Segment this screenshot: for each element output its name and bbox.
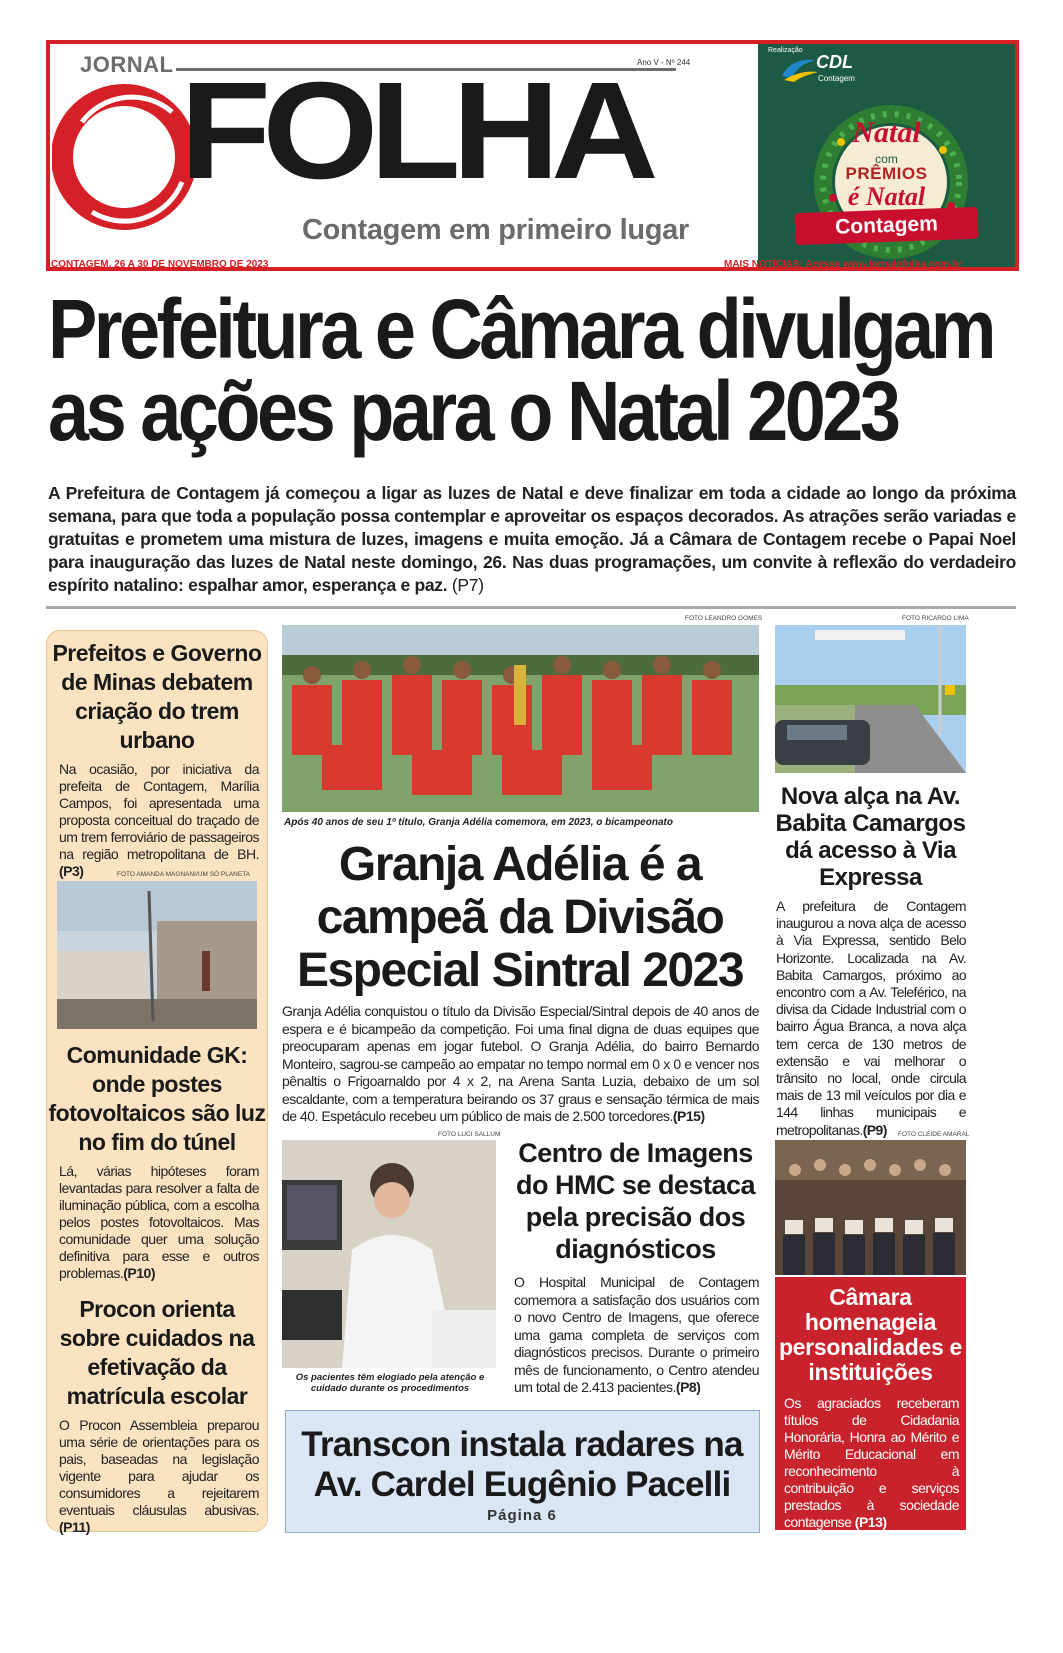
hmc-headline[interactable]: Centro de Imagens do HMC se destaca pela precisão dos diagnósticos	[515, 1138, 756, 1264]
camara-ref: (P13)	[854, 1514, 887, 1530]
gk-body: Lá, várias hipóteses foram levantadas para resolver a falta de iluminação pública, com a escolha pelos postes fotovoltaicos. Mas comunidade quer uma solução definitiva para esse e outros problemas.	[59, 1163, 259, 1281]
train-headline[interactable]: Prefeitos e Governo de Minas debatem criação do trem urbano	[52, 640, 262, 753]
procon-headline[interactable]: Procon orienta sobre cuidados na efetivação da matrícula escolar	[59, 1296, 255, 1409]
gk-text	[59, 1163, 259, 1282]
natal-ad[interactable]	[758, 44, 1015, 267]
ceremony-photo[interactable]	[775, 1140, 966, 1275]
hmc-text	[514, 1274, 759, 1397]
left-column	[46, 630, 268, 1535]
procon-ref: (P11)	[59, 1519, 90, 1535]
alca-headline[interactable]: Nova alça na Av. Babita Camargos dá acesso à Via Expressa	[775, 783, 966, 891]
road-photo-credit: FOTO RICARDO LIMA	[902, 615, 969, 622]
team-photo-credit: FOTO LEANDRO GOMES	[685, 615, 763, 622]
procon-body: O Procon Assembleia preparou uma série de orientações para os pais, baseadas na legislação vigente para ajudar os consumidores a rejeitarem eventuais cláusulas abusivas.	[59, 1417, 259, 1518]
camara-text	[784, 1395, 959, 1531]
gk-photo-credit: FOTO AMANDA MAGNANI/UM SÓ PLANETA	[117, 871, 251, 878]
main-headline[interactable]	[48, 282, 993, 458]
team-photo[interactable]	[282, 625, 759, 812]
procon-text	[59, 1417, 259, 1536]
main-headline-line-1: Prefeitura e Câmara divulgam	[48, 282, 993, 376]
section-divider	[46, 606, 1016, 609]
website-link[interactable]: MAIS NOTÍCIAS: Acesse www.jornalofolha.com.br	[724, 259, 963, 270]
cdl-logo-icon	[780, 56, 820, 82]
ad-premios: PRÊMIOS	[845, 164, 928, 183]
hmc-body: O Hospital Municipal de Contagem comemora a satisfação dos usuários com o novo Centro de Imagens, que oferece uma gama completa de serviços com diagnósticos precisos. Durante o primeiro mês de funcionamento, o Centro atendeu um total de 2.413 pacientes.	[514, 1274, 759, 1395]
cdl-sub: Contagem	[818, 74, 855, 83]
train-ref: (P3)	[59, 863, 84, 879]
camara-headline: Câmara homenageia personalidades e instituições	[778, 1284, 963, 1385]
granja-body: Granja Adélia conquistou o título da Divisão Especial/Sintral depois de 40 anos de espera e é bicampeão da competição. Foi uma final digna de duas equipes que preocuparam apenas em jogar futebol. O Granja Adélia, do bairro Bernardo Monteiro, sagrou-se campeão ao empatar no tempo normal em 0 x 0 e vencer nos pênaltis o Frigoarnaldo por 4 x 2, na Arena Santa Luzia, debaixo de um sol escaldante, com a temperatura beirando os 37 graus e sensação térmica de mais de 40. Espetáculo recebeu um público de mais de 2.500 torcedores.	[282, 1003, 759, 1124]
train-body: Na ocasião, por iniciativa da prefeita de Contagem, Marília Campos, foi apresentada uma proposta conceitual do traçado de um trem ferroviário de passageiros na região metropolitana de BH.	[59, 761, 259, 862]
newspaper-title: FOLHA	[180, 54, 651, 208]
doctor-photo-credit: FOTO LUCI SALLUM	[438, 1131, 501, 1138]
masthead	[46, 40, 1019, 271]
alca-text	[776, 898, 966, 1139]
doctor-photo-caption: Os pacientes têm elogiado pela atenção e cuidado durante os procedimentos	[295, 1372, 485, 1394]
transcon-headline: Transcon instala radares na Av. Cardel Eugênio Pacelli	[301, 1425, 743, 1504]
camara-body: Os agraciados receberam títulos de Cidadania Honorária, Honra ao Mérito e Mérito Educacional em reconhecimento à contribuição e serviços prestados à sociedade contagense	[784, 1395, 959, 1530]
alca-body: A prefeitura de Contagem inaugurou a nova alça de acesso à Via Expressa, sentido Belo Horizonte. Localizada na Av. Babita Camargos, próximo ao encontro com a Av. Teleférico, na divisa da Cidade Industrial com o bairro Água Branca, a nova alça tem cerca de 130 metros de extensão e vai melhorar o trânsito no local, onde circula mais de 13 mil veículos por dia e 144 linhas municipais e metropolitanas.	[776, 898, 966, 1138]
cdl-text: CDL	[816, 52, 853, 72]
main-headline-line-2: as ações para o Natal 2023	[48, 364, 898, 458]
tagline: Contagem em primeiro lugar	[302, 214, 689, 246]
gk-ref: (P10)	[123, 1265, 155, 1281]
ad-contagem-ribbon: Contagem	[794, 207, 978, 245]
gk-street-photo[interactable]	[57, 881, 257, 1029]
granja-ref: (P15)	[672, 1108, 705, 1124]
alca-ref: (P9)	[862, 1121, 887, 1138]
hmc-ref: (P8)	[675, 1379, 701, 1395]
granja-text	[282, 1003, 759, 1126]
camara-box[interactable]	[775, 1277, 966, 1530]
granja-headline[interactable]: Granja Adélia é a campeã da Divisão Especial Sintral 2023	[296, 838, 744, 997]
gk-headline[interactable]: Comunidade GK: onde postes fotovoltaicos são luz no fim do túnel	[48, 1042, 266, 1155]
team-photo-caption: Após 40 anos de seu 1º título, Granja Adélia comemora, em 2023, o bicampeonato	[284, 817, 673, 828]
doctor-photo[interactable]	[282, 1140, 496, 1368]
ceremony-photo-credit: FOTO CLEIDE AMARAL	[898, 1131, 970, 1138]
ad-com: com	[875, 152, 898, 166]
ad-natal-bottom: é Natal	[847, 182, 926, 211]
edition-number: Ano V - Nº 244	[637, 58, 691, 67]
train-text	[59, 761, 259, 880]
ad-natal-top: Natal	[852, 116, 921, 149]
date-line: CONTAGEM, 26 A 30 DE NOVEMBRO DE 2023	[51, 259, 269, 270]
ad-realizacao: Realização	[768, 47, 803, 54]
transcon-box[interactable]	[285, 1410, 760, 1533]
transcon-page-ref: Página 6	[487, 1507, 557, 1524]
main-lead-ref: (P7)	[451, 575, 484, 595]
main-lead-text: A Prefeitura de Contagem já começou a ligar as luzes de Natal e deve finalizar em toda a cidade ao longo da próxima semana, para que toda a população possa contemplar e aproveitar os espaços decorados. As atrações serão variadas e gratuitas e prometem uma mistura de luzes, imagens e muita emoção. Já a Câmara de Contagem recebe o Papai Noel para inauguração das luzes de Natal neste domingo, 26. Nas duas programações, um convite à reflexão do verdadeiro espírito natalino: espalhar amor, esperança e paz.	[48, 483, 1016, 595]
main-lead	[48, 482, 1016, 597]
jornal-label: JORNAL	[80, 52, 174, 77]
road-photo[interactable]	[775, 625, 966, 773]
